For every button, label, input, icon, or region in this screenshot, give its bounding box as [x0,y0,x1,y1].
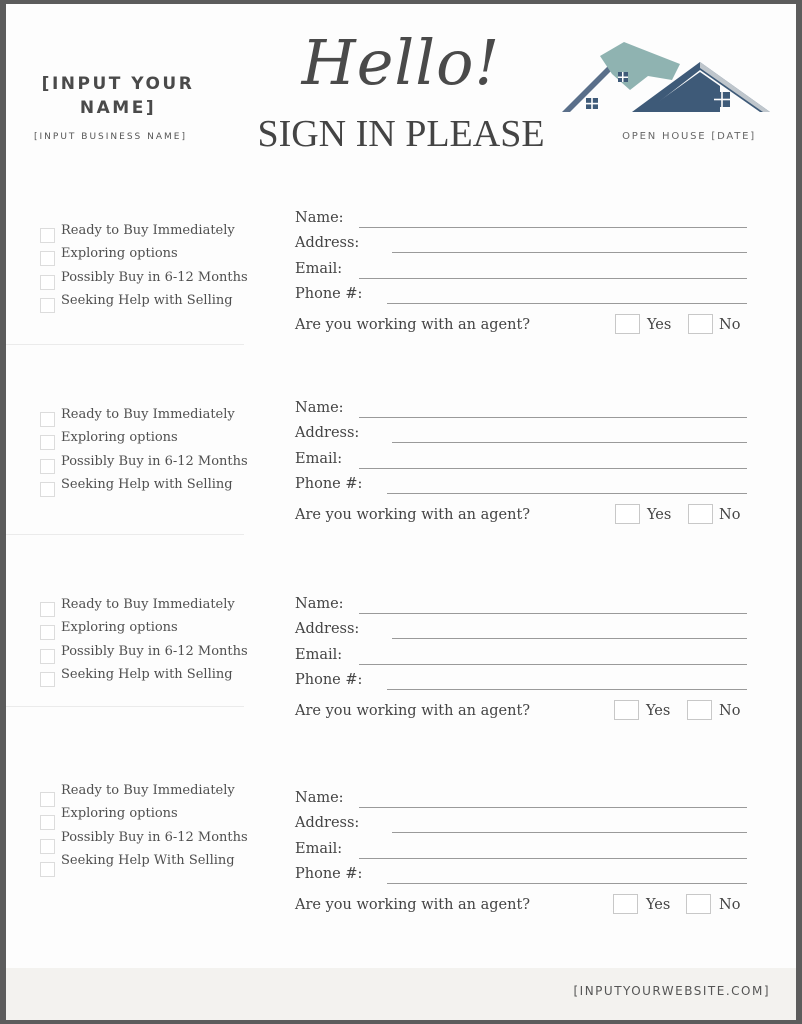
phone-field[interactable]: Phone #: [295,286,747,311]
checkbox[interactable] [40,228,55,243]
open-house-date: OPEN HOUSE [DATE] [622,131,756,142]
footer [6,968,796,1020]
no-label: No [719,897,741,913]
divider [6,534,244,535]
no-label: No [719,507,741,523]
sign-in-entry: Ready to Buy Immediately Exploring options Possibly Buy in 6-12 Months Seeking Help with Selling Name: Address: Email: Phone #: Are you working with an agent? Yes No [6,400,796,590]
contact-fields [295,400,747,523]
write-line[interactable] [359,858,747,859]
website-text: [INPUTYOURWEBSITE.COM] [573,984,770,998]
address-field[interactable]: Address: [295,235,747,260]
write-line[interactable] [387,493,747,494]
yes-label: Yes [646,897,671,913]
write-line[interactable] [392,832,747,833]
name-field[interactable]: Name: [295,400,747,425]
phone-field[interactable]: Phone #: [295,866,747,891]
checkbox[interactable] [40,298,55,313]
checkbox[interactable] [40,862,55,877]
write-line[interactable] [359,278,747,279]
email-field[interactable]: Email: [295,451,747,476]
sign-in-entry: Ready to Buy Immediately Exploring options Possibly Buy in 6-12 Months Seeking Help With Selling Name: Address: Email: Phone #: Are you working with an agent? Yes No [6,790,796,980]
yes-checkbox[interactable] [613,894,638,914]
house-roofs-logo-icon [560,42,770,114]
checkbox[interactable] [40,435,55,450]
checkbox[interactable] [40,672,55,687]
agent-question: Are you working with an agent? [295,317,531,333]
checkbox[interactable] [40,251,55,266]
write-line[interactable] [392,638,747,639]
checkbox[interactable] [40,482,55,497]
checkbox[interactable] [40,792,55,807]
checkbox[interactable] [40,625,55,640]
no-checkbox[interactable] [687,700,712,720]
address-field[interactable]: Address: [295,621,747,646]
yes-label: Yes [646,703,671,719]
yes-checkbox[interactable] [615,504,640,524]
write-line[interactable] [387,883,747,884]
write-line[interactable] [387,689,747,690]
name-field[interactable]: Name: [295,596,747,621]
business-name: [INPUT BUSINESS NAME] [34,132,187,142]
checkbox[interactable] [40,649,55,664]
contact-fields [295,596,747,719]
agent-name: [INPUT YOUR NAME] [41,74,195,118]
divider [6,706,244,707]
no-label: No [719,317,741,333]
agent-question: Are you working with an agent? [295,897,531,913]
phone-field[interactable]: Phone #: [295,672,747,697]
sign-in-sheet [6,4,796,1020]
divider [6,344,244,345]
write-line[interactable] [359,417,747,418]
email-field[interactable]: Email: [295,261,747,286]
name-field[interactable]: Name: [295,790,747,815]
no-checkbox[interactable] [688,504,713,524]
write-line[interactable] [392,252,747,253]
greeting: Hello! [301,26,501,99]
write-line[interactable] [387,303,747,304]
checkbox[interactable] [40,815,55,830]
email-field[interactable]: Email: [295,647,747,672]
write-line[interactable] [359,664,747,665]
no-checkbox[interactable] [686,894,711,914]
yes-checkbox[interactable] [614,700,639,720]
checkbox[interactable] [40,412,55,427]
yes-label: Yes [647,317,672,333]
write-line[interactable] [359,807,747,808]
name-field[interactable]: Name: [295,210,747,235]
agent-question: Are you working with an agent? [295,507,531,523]
no-label: No [719,703,741,719]
checkbox[interactable] [40,602,55,617]
no-checkbox[interactable] [688,314,713,334]
phone-field[interactable]: Phone #: [295,476,747,501]
checkbox[interactable] [40,459,55,474]
sign-in-entry: Ready to Buy Immediately Exploring options Possibly Buy in 6-12 Months Seeking Help with Selling Name: Address: Email: Phone #: Are you working with an agent? Yes No [6,210,796,400]
write-line[interactable] [359,468,747,469]
checkbox[interactable] [40,839,55,854]
write-line[interactable] [359,613,747,614]
yes-checkbox[interactable] [615,314,640,334]
email-field[interactable]: Email: [295,841,747,866]
page-title: SIGN IN PLEASE [257,113,545,155]
address-field[interactable]: Address: [295,815,747,840]
write-line[interactable] [359,227,747,228]
sign-in-entry: Ready to Buy Immediately Exploring options Possibly Buy in 6-12 Months Seeking Help with Selling Name: Address: Email: Phone #: Are you working with an agent? Yes No [6,596,796,786]
checkbox[interactable] [40,275,55,290]
contact-fields [295,210,747,333]
contact-fields [295,790,747,913]
yes-label: Yes [647,507,672,523]
address-field[interactable]: Address: [295,425,747,450]
write-line[interactable] [392,442,747,443]
agent-question: Are you working with an agent? [295,703,531,719]
